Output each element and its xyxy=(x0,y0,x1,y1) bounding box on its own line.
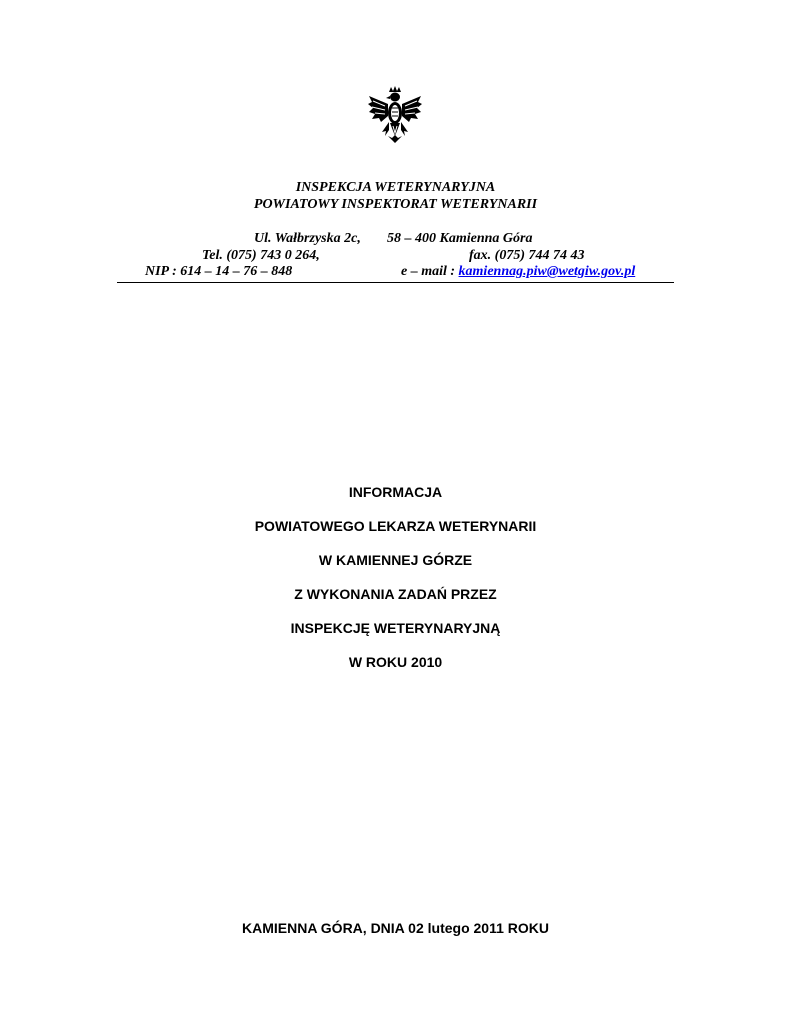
street-address: Ul. Wałbrzyska 2c, xyxy=(254,231,361,246)
title-line-2: POWIATOWEGO LEKARZA WETERYNARII xyxy=(254,518,537,534)
eagle-emblem-icon xyxy=(367,86,423,144)
nip-number: NIP : 614 – 14 – 76 – 848 xyxy=(145,264,293,279)
telephone: Tel. (075) 743 0 264, xyxy=(202,248,320,263)
postal-city: 58 – 400 Kamienna Góra xyxy=(387,231,533,246)
email-link[interactable]: kamiennag.piw@wetgiw.gov.pl xyxy=(458,264,636,279)
org-name-line2: POWIATOWY INSPEKTORAT WETERYNARII xyxy=(253,197,538,212)
title-line-6: W ROKU 2010 xyxy=(348,654,443,670)
title-line-1: INFORMACJA xyxy=(348,484,443,500)
title-line-3: W KAMIENNEJ GÓRZE xyxy=(318,552,473,568)
org-name-line1: INSPEKCJA WETERYNARYJNA xyxy=(295,180,496,195)
place-and-date: KAMIENNA GÓRA, DNIA 02 lutego 2011 ROKU xyxy=(241,920,549,936)
header-divider xyxy=(117,282,674,283)
email-label: e – mail : xyxy=(401,264,456,279)
title-line-5: INSPEKCJĘ WETERYNARYJNĄ xyxy=(290,620,501,636)
email-line xyxy=(401,264,635,280)
fax: fax. (075) 744 74 43 xyxy=(469,248,585,263)
title-line-4: Z WYKONANIA ZADAŃ PRZEZ xyxy=(294,586,497,602)
